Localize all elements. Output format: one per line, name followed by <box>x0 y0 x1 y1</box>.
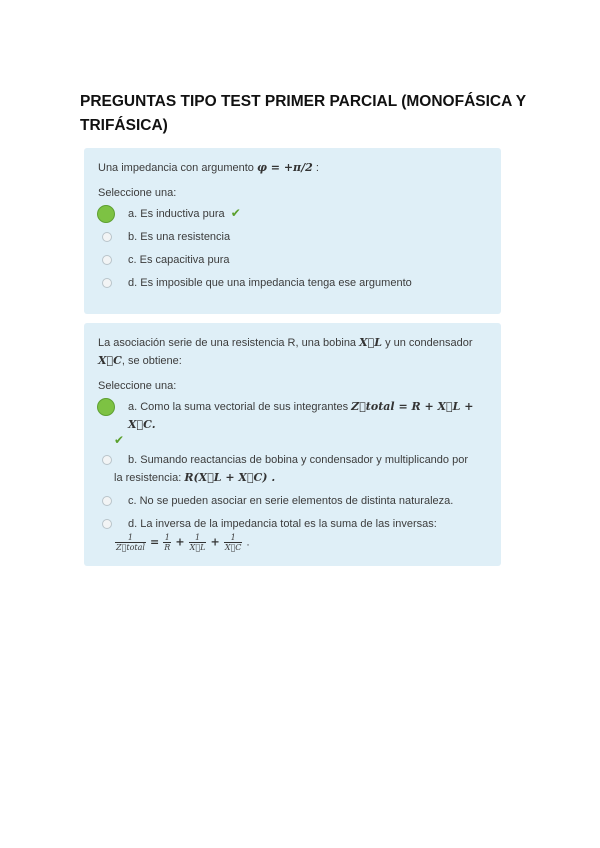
q2-option-d[interactable]: d. La inversa de la impedancia total es la suma de las inversas: $\frac{1}{\text{Z⃗total}}$ = $\frac{1}{R}$ + $\frac{1}{X⃗L}$ + $\frac{1}{X⃗C}$ . <box>98 516 487 552</box>
math-xl: X⃗L <box>359 336 382 349</box>
radio-icon[interactable] <box>102 455 112 465</box>
radio-icon[interactable] <box>102 496 112 506</box>
q2-option-c[interactable]: c. No se pueden asociar en serie elementos de distinta naturaleza. <box>98 493 487 510</box>
checkmark-icon: ✔ <box>114 433 125 447</box>
q1-option-b[interactable]: b. Es una resistencia <box>98 229 487 246</box>
math-inverse-sum: $\frac{1}{\text{Z⃗total}}$ = $\frac{1}{R}$ + $\frac{1}{X⃗L}$ + $\frac{1}{X⃗C}$ . <box>116 533 250 552</box>
document-title: PREGUNTAS TIPO TEST PRIMER PARCIAL (MONOFÁSICA Y TRIFÁSICA) <box>80 93 526 134</box>
question-1-text: Una impedancia con argumento φ = +π/2 : <box>98 161 319 174</box>
math-z-total-sum: Z⃗total = R + X⃗L + X⃗C. <box>128 400 474 431</box>
radio-icon[interactable] <box>102 255 112 265</box>
question-2-text: La asociación serie de una resistencia R, una bobina X⃗L y un condensador X⃗C, se obtiene: <box>98 336 473 367</box>
question-2-prompt: Seleccione una: <box>98 380 177 392</box>
question-1-prompt: Seleccione una: <box>98 187 177 199</box>
question-2-card <box>84 323 501 566</box>
q2-option-a[interactable]: a. Como la suma vectorial de sus integrantes Z⃗total = R + X⃗L + X⃗C. ✔ <box>98 398 487 446</box>
q1-option-c[interactable]: c. Es capacitiva pura <box>98 252 487 269</box>
q1-option-a[interactable]: a. Es inductiva pura ✔ <box>98 205 487 223</box>
question-1-card <box>84 148 501 314</box>
math-r-product: R(X⃗L + X⃗C) . <box>184 471 276 484</box>
radio-icon[interactable] <box>102 232 112 242</box>
radio-selected-icon[interactable] <box>97 398 115 416</box>
math-xc: X⃗C <box>98 354 122 367</box>
q2-option-b[interactable]: b. Sumando reactancias de bobina y condensador y multiplicando por la resistencia: R(X⃗L + X⃗C) . <box>98 452 487 487</box>
question-1-math: φ = +π/2 <box>257 161 313 174</box>
radio-selected-icon[interactable] <box>97 205 115 223</box>
q1-option-d[interactable]: d. Es imposible que una impedancia tenga ese argumento <box>98 275 487 292</box>
checkmark-icon: ✔ <box>230 206 241 220</box>
radio-icon[interactable] <box>102 278 112 288</box>
radio-icon[interactable] <box>102 519 112 529</box>
